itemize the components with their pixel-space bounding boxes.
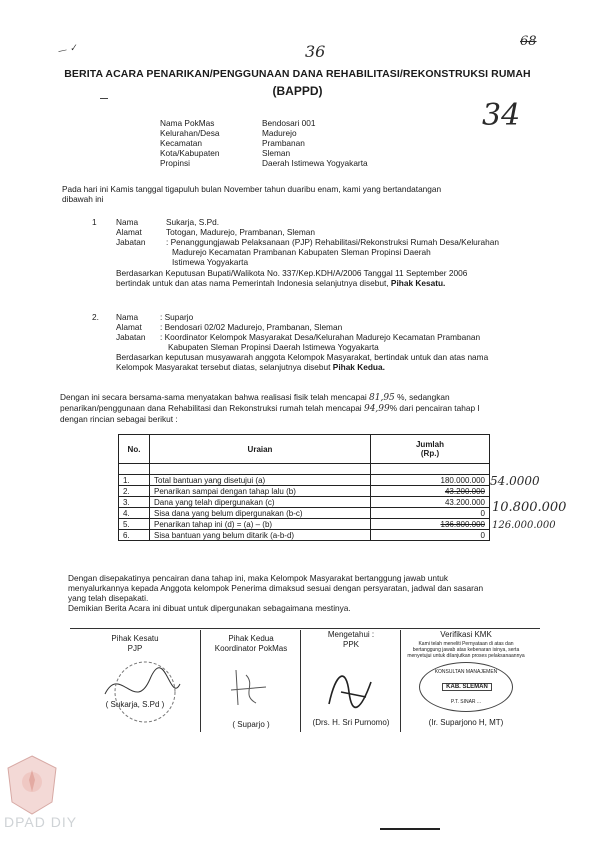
pihak2-position-cont: Kabupaten Sleman Propinsi Daerah Istimewa Yogyakarta	[168, 342, 379, 352]
pihak2-name: Suparjo	[164, 312, 194, 322]
table-row: 3. Dana yang telah dipergunakan (c) 43.200.000	[119, 497, 490, 508]
signature-name: (Drs. H. Sri Purnomo)	[312, 718, 390, 727]
handwritten-page-number: 34	[482, 98, 521, 133]
signature-title: Pihak Kedua	[228, 634, 274, 643]
info-row	[160, 138, 368, 148]
kmk-stamp	[419, 662, 513, 712]
signature-title: Koordinator PokMas	[214, 644, 288, 653]
verification-note: Kami telah meneliti Pernyataan di atas dan	[418, 641, 514, 647]
info-row	[160, 118, 368, 128]
handwritten-corner-number: 68	[520, 34, 537, 49]
handwritten-amount: 10.800.000	[492, 500, 567, 515]
verification-note: bertanggung jawab atas kebenaran isinya, serta	[412, 647, 520, 653]
statement-text: %, sedangkan	[397, 392, 450, 402]
scan-mark	[100, 98, 108, 99]
signature-title: Pihak Kesatu	[111, 634, 159, 643]
signature-top-rule	[70, 628, 540, 629]
signature-name: ( Suparjo )	[232, 720, 270, 729]
watermark-text: DPAD DIY	[4, 814, 78, 830]
info-label: Kecamatan	[160, 138, 202, 148]
signature-title: Mengetahui :	[327, 630, 375, 639]
info-label: Nama PokMas	[160, 118, 215, 128]
stamp-text: KAB. SLEMAN	[442, 683, 492, 691]
statement-text: dengan rincian sebagai berikut :	[60, 414, 178, 424]
stamp-text: P.T. SINAR ...	[450, 699, 482, 705]
signature-pihak-kedua	[200, 630, 301, 732]
signature-kmk	[400, 630, 531, 732]
closing-line: Demikian Berita Acara ini dibuat untuk dipergunakan sebagaimana mestinya.	[68, 603, 351, 613]
table-row: 4. Sisa dana yang belum dipergunakan (b-c) 0	[119, 508, 490, 519]
handwritten-dash: — ✓	[57, 43, 79, 57]
footer-mark	[380, 828, 440, 830]
info-value: Madurejo	[262, 128, 297, 138]
verification-note: menyetujui untuk dilanjutkan proses pelaksanaannya	[407, 653, 525, 659]
pihak2-number: 2.	[92, 312, 99, 322]
document-title: BERITA ACARA PENARIKAN/PENGGUNAAN DANA REHABILITASI/REKONSTRUKSI RUMAH	[64, 68, 531, 80]
signature-title: PPK	[342, 640, 359, 649]
pihak1-position: Penanggungjawab Pelaksanaan (PJP) Rehabilitasi/Rekonstruksi Rumah Desa/Kelurahan	[170, 237, 500, 247]
stamp-text: KONSULTAN MANAJEMEN	[434, 669, 498, 675]
info-label: Kelurahan/Desa	[160, 128, 220, 138]
statement-text: penarikan/penggunaan dana Rehabilitasi dan Rekonstruksi rumah telah mencapai	[60, 403, 362, 413]
pihak2-basis: Kelompok Masyarakat tersebut diatas, selanjutnya disebut	[116, 362, 331, 372]
table-row: 1. Total bantuan yang disetujui (a) 180.000.000	[119, 475, 490, 486]
closing-line: yang telah disepakati.	[68, 593, 149, 603]
pihak2-basis: Berdasarkan keputusan musyawarah anggota Kelompok Masyarakat, bertindak untuk dan atas nama	[116, 352, 489, 362]
signature-scribble	[226, 665, 276, 710]
field-label: Jabatan	[116, 332, 146, 342]
info-row	[160, 158, 368, 168]
pihak1-block: Nama Sukarja, S.Pd. Alamat Totogan, Madurejo, Prambanan, Sleman Jabatan : Penanggungjawab Pelaksanaan (PJP) Rehabilitasi/Rekonstruksi Rumah Desa/Kelurahan Madurejo Kecamatan Prambanan Kabupaten Sleman Propinsi Daerah Istimewa Yogyakarta Berdasarkan Keputusan Bupati/Walikota No. 337/Kep.KDH/A/2006 Tanggal 11 September 2006 bertindak untuk dan atas nama Pemerintah Indonesia selanjutnya disebut, Pihak Kesatu.	[116, 217, 516, 288]
closing-line: menyalurkannya kepada Anggota kelompok Penerima dimaksud sesuai dengan persyaratan, jadwal dan sasaran	[68, 583, 484, 593]
col-jumlah: Jumlah (Rp.)	[371, 435, 490, 464]
table-row: 5. Penarikan tahap ini (d) = (a) – (b) 136.800.000	[119, 519, 490, 530]
info-block	[160, 118, 368, 168]
table-row: 2. Penarikan sampai dengan tahap lalu (b) 43.200.000	[119, 486, 490, 497]
document-subtitle: (BAPPD)	[272, 84, 323, 98]
handwritten-percent: 94,99	[363, 404, 390, 414]
pihak2-block: Nama : Suparjo Alamat : Bendosari 02/02 Madurejo, Prambanan, Sleman Jabatan : Koordinator Kelompok Masyarakat Desa/Kelurahan Madurejo Kecamatan Prambanan Kabupaten Sleman Propinsi Daerah Istimewa Yogyakarta Berdasarkan keputusan musyawarah anggota Kelompok Masyarakat, bertindak untuk dan atas nama Kelompok Masyarakat tersebut diatas, selanjutnya disebut Pihak Kedua.	[116, 312, 526, 372]
intro-paragraph	[62, 184, 532, 204]
field-label: Nama	[116, 312, 139, 322]
handwritten-top-number: 36	[305, 42, 326, 61]
statement-paragraph	[60, 392, 560, 424]
info-label: Kota/Kabupaten	[160, 148, 220, 158]
pihak2-designation: Pihak Kedua.	[332, 362, 385, 372]
signature-title: Verifikasi KMK	[440, 630, 492, 639]
signature-name: ( Sukarja, S.Pd )	[105, 700, 165, 709]
intro-line: Pada hari ini Kamis tanggal tigapuluh bulan November tahun duaribu enam, kami yang bertandatangan	[62, 184, 442, 194]
col-no: No.	[119, 435, 150, 464]
handwritten-percent: 81,95	[369, 393, 395, 403]
info-label: Propinsi	[160, 158, 190, 168]
statement-text: Dengan ini secara bersama-sama menyatakan bahwa realisasi fisik telah mencapai	[60, 392, 367, 402]
rincian-table	[118, 434, 490, 541]
pihak1-name: Sukarja, S.Pd.	[166, 217, 220, 227]
closing-paragraph	[68, 573, 548, 613]
field-label: Nama	[116, 217, 139, 227]
dpad-seal-watermark	[2, 752, 62, 818]
info-row	[160, 148, 368, 158]
pihak2-position: Koordinator Kelompok Masyarakat Desa/Kelurahan Madurejo Kecamatan Prambanan	[164, 332, 481, 342]
table-header-row	[119, 435, 490, 464]
pihak1-number: 1	[92, 217, 97, 227]
table-spacer-row	[119, 464, 490, 475]
pihak1-position-cont: Madurejo Kecamatan Prambanan Kabupaten Sleman Propinsi Daerah	[172, 247, 431, 257]
info-row	[160, 128, 368, 138]
pihak1-basis: bertindak untuk dan atas nama Pemerintah Indonesia selanjutnya disebut,	[116, 278, 389, 288]
table-row: 6. Sisa bantuan yang belum ditarik (a-b-d) 0	[119, 530, 490, 541]
pihak1-designation: Pihak Kesatu.	[390, 278, 446, 288]
signature-title: PJP	[127, 644, 143, 653]
signature-scribble	[321, 662, 381, 712]
info-value: Prambanan	[262, 138, 305, 148]
col-uraian: Uraian	[150, 435, 371, 464]
info-value: Sleman	[262, 148, 291, 158]
signature-name: (Ir. Suparjono H, MT)	[428, 718, 504, 727]
signature-ppk	[300, 630, 401, 732]
statement-text: % dari pencairan tahap I	[389, 403, 480, 413]
pihak1-address: Totogan, Madurejo, Prambanan, Sleman	[166, 227, 315, 237]
intro-line: dibawah ini	[62, 194, 104, 204]
info-value: Bendosari 001	[262, 118, 316, 128]
handwritten-amount: 126.000.000	[492, 520, 556, 531]
signature-pihak-kesatu	[80, 630, 190, 732]
pihak1-position-cont: Istimewa Yogyakarta	[172, 257, 249, 267]
field-label: Jabatan	[116, 237, 146, 247]
signature-scribble	[95, 654, 185, 724]
closing-line: Dengan disepakatinya pencairan dana tahap ini, maka Kelompok Masyarakat bertanggung jawab untuk	[68, 573, 449, 583]
info-value: Daerah Istimewa Yogyakarta	[262, 158, 368, 168]
pihak1-basis: Berdasarkan Keputusan Bupati/Walikota No. 337/Kep.KDH/A/2006 Tanggal 11 September 2006	[116, 268, 468, 278]
field-label: Alamat	[116, 322, 142, 332]
field-label: Alamat	[116, 227, 142, 237]
handwritten-amount: 54.0000	[490, 474, 540, 488]
pihak2-address: Bendosari 02/02 Madurejo, Prambanan, Sleman	[164, 322, 343, 332]
